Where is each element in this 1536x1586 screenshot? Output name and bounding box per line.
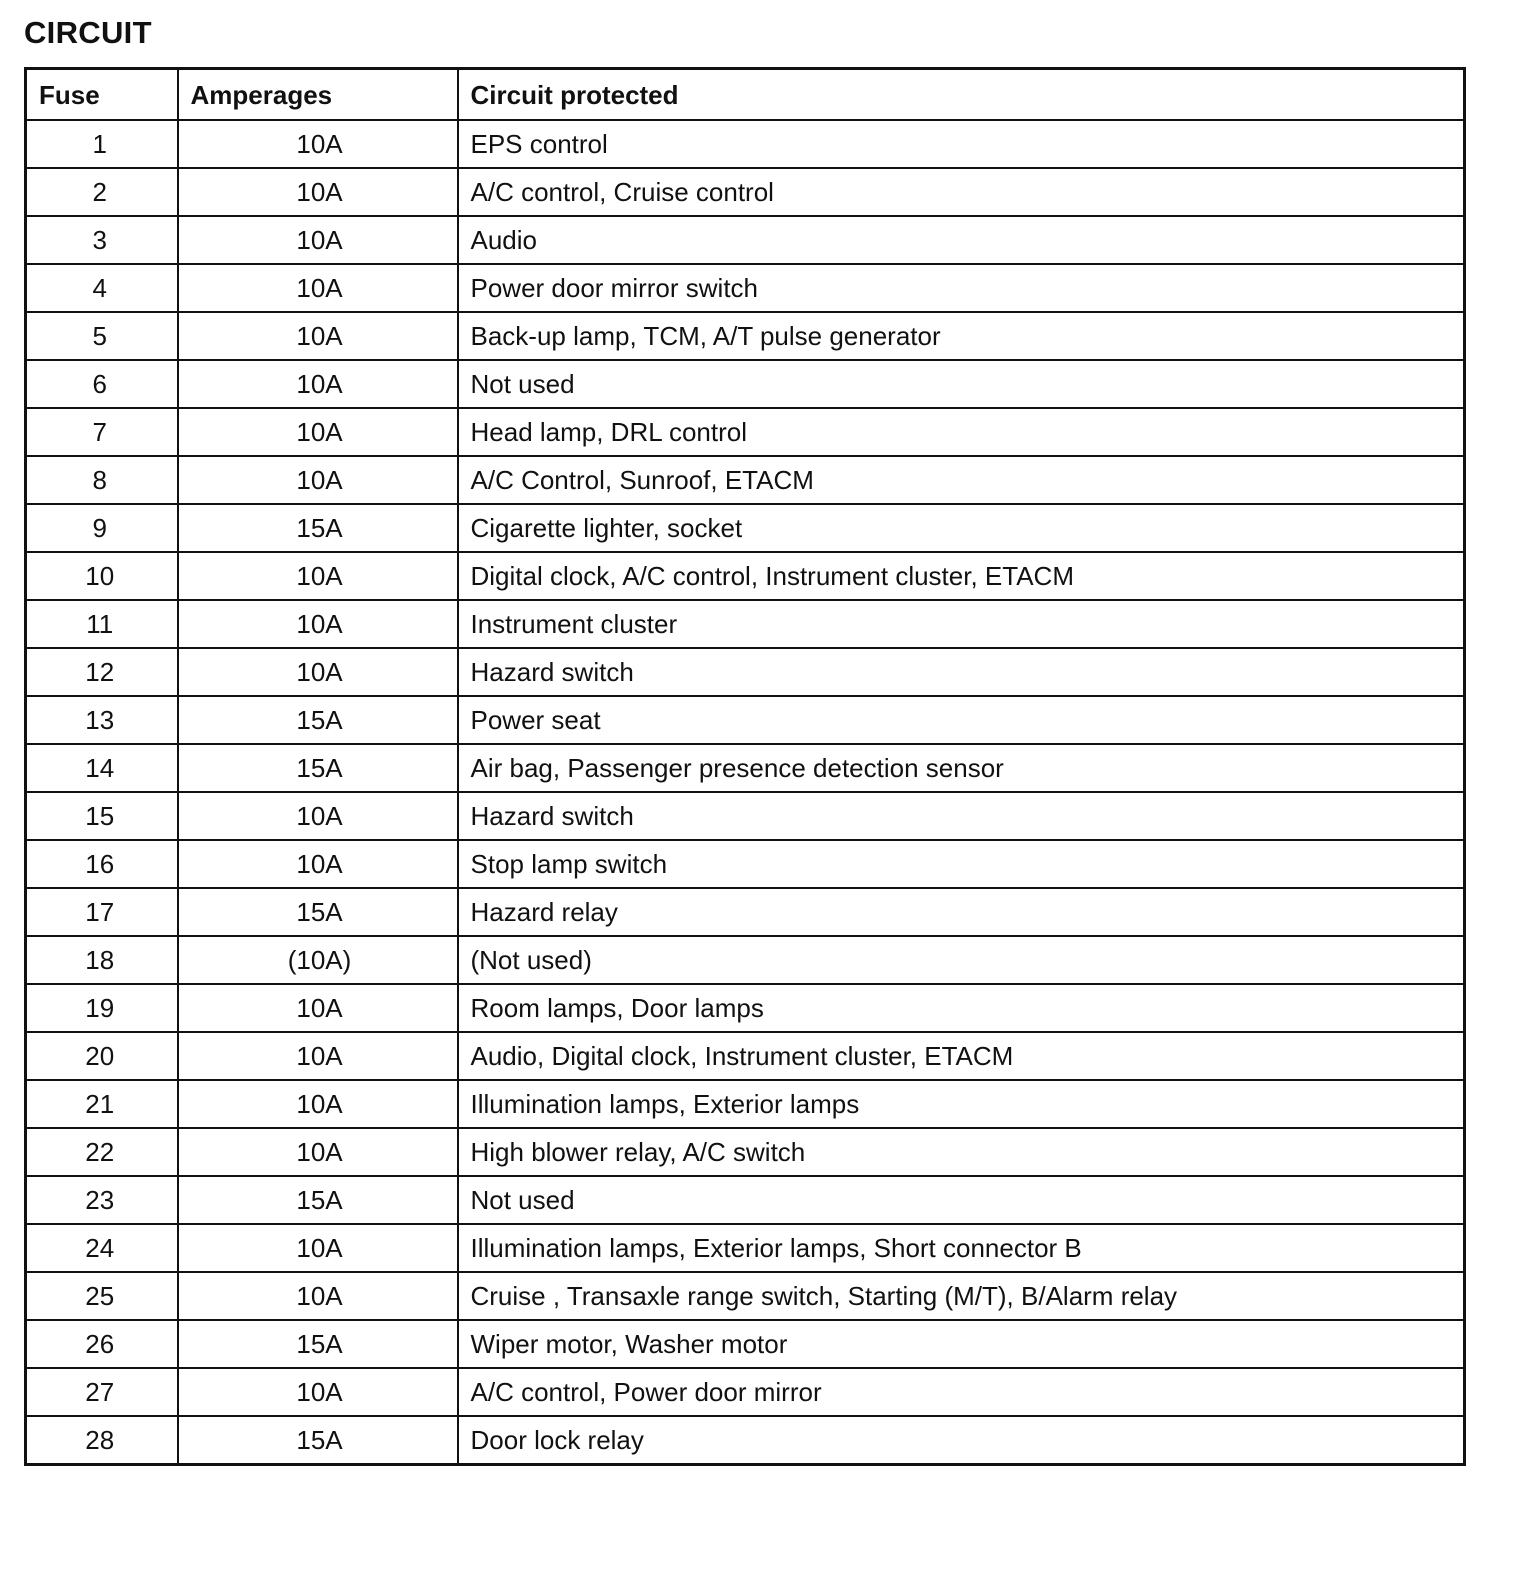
fuse-number-cell: 19	[26, 984, 178, 1032]
circuit-protected-cell: Audio, Digital clock, Instrument cluster, ETACM	[458, 1032, 1465, 1080]
fuse-number-cell: 5	[26, 312, 178, 360]
circuit-protected-cell: Not used	[458, 360, 1465, 408]
table-body	[26, 120, 1465, 1465]
circuit-protected-cell: High blower relay, A/C switch	[458, 1128, 1465, 1176]
table-row	[26, 792, 1465, 840]
circuit-protected-cell: Digital clock, A/C control, Instrument cluster, ETACM	[458, 552, 1465, 600]
table-row	[26, 744, 1465, 792]
circuit-protected-cell: Air bag, Passenger presence detection sensor	[458, 744, 1465, 792]
circuit-protected-cell: Power seat	[458, 696, 1465, 744]
circuit-protected-cell: Audio	[458, 216, 1465, 264]
circuit-protected-cell: EPS control	[458, 120, 1465, 168]
fuse-number-cell: 22	[26, 1128, 178, 1176]
table-row	[26, 696, 1465, 744]
amperage-cell: 10A	[178, 312, 458, 360]
table-header-row	[26, 69, 1465, 121]
circuit-protected-cell: Illumination lamps, Exterior lamps, Short connector B	[458, 1224, 1465, 1272]
table-row	[26, 936, 1465, 984]
fuse-number-cell: 21	[26, 1080, 178, 1128]
circuit-protected-cell: (Not used)	[458, 936, 1465, 984]
amperage-cell: 10A	[178, 1128, 458, 1176]
fuse-number-cell: 2	[26, 168, 178, 216]
circuit-protected-cell: A/C Control, Sunroof, ETACM	[458, 456, 1465, 504]
fuse-number-cell: 15	[26, 792, 178, 840]
table-row	[26, 120, 1465, 168]
table-row	[26, 1176, 1465, 1224]
amperage-cell: 10A	[178, 408, 458, 456]
fuse-number-cell: 28	[26, 1416, 178, 1465]
fuse-table	[24, 67, 1466, 1466]
table-row	[26, 1224, 1465, 1272]
circuit-protected-cell: Hazard relay	[458, 888, 1465, 936]
table-row	[26, 360, 1465, 408]
circuit-protected-cell: Illumination lamps, Exterior lamps	[458, 1080, 1465, 1128]
table-row	[26, 1320, 1465, 1368]
table-row	[26, 504, 1465, 552]
table-row	[26, 1272, 1465, 1320]
circuit-protected-cell: Instrument cluster	[458, 600, 1465, 648]
amperage-cell: 10A	[178, 984, 458, 1032]
circuit-protected-cell: Back-up lamp, TCM, A/T pulse generator	[458, 312, 1465, 360]
table-row	[26, 408, 1465, 456]
table-row	[26, 1032, 1465, 1080]
circuit-protected-cell: Stop lamp switch	[458, 840, 1465, 888]
fuse-number-cell: 11	[26, 600, 178, 648]
fuse-column-header: Fuse	[26, 69, 178, 121]
table-row	[26, 168, 1465, 216]
fuse-number-cell: 17	[26, 888, 178, 936]
amperage-cell: 10A	[178, 552, 458, 600]
table-row	[26, 1128, 1465, 1176]
fuse-number-cell: 23	[26, 1176, 178, 1224]
fuse-number-cell: 6	[26, 360, 178, 408]
amperage-cell: 10A	[178, 120, 458, 168]
table-row	[26, 312, 1465, 360]
fuse-number-cell: 10	[26, 552, 178, 600]
circuit-column-header: Circuit protected	[458, 69, 1465, 121]
table-row	[26, 216, 1465, 264]
table-row	[26, 600, 1465, 648]
amperage-cell: 10A	[178, 360, 458, 408]
fuse-number-cell: 13	[26, 696, 178, 744]
fuse-number-cell: 18	[26, 936, 178, 984]
fuse-number-cell: 16	[26, 840, 178, 888]
amperage-cell: 10A	[178, 600, 458, 648]
table-row	[26, 1416, 1465, 1465]
fuse-number-cell: 12	[26, 648, 178, 696]
amperage-cell: 15A	[178, 696, 458, 744]
amperages-column-header: Amperages	[178, 69, 458, 121]
amperage-cell: 15A	[178, 504, 458, 552]
circuit-protected-cell: A/C control, Power door mirror	[458, 1368, 1465, 1416]
page-title: CIRCUIT	[24, 15, 152, 50]
circuit-protected-cell: Hazard switch	[458, 648, 1465, 696]
amperage-cell: 10A	[178, 1272, 458, 1320]
amperage-cell: 10A	[178, 840, 458, 888]
circuit-protected-cell: Cruise , Transaxle range switch, Starting (M/T), B/Alarm relay	[458, 1272, 1465, 1320]
table-row	[26, 1368, 1465, 1416]
fuse-number-cell: 9	[26, 504, 178, 552]
amperage-cell: 15A	[178, 1176, 458, 1224]
fuse-number-cell: 25	[26, 1272, 178, 1320]
circuit-protected-cell: Not used	[458, 1176, 1465, 1224]
amperage-cell: 10A	[178, 648, 458, 696]
circuit-protected-cell: Wiper motor, Washer motor	[458, 1320, 1465, 1368]
amperage-cell: 15A	[178, 744, 458, 792]
fuse-number-cell: 3	[26, 216, 178, 264]
table-row	[26, 984, 1465, 1032]
circuit-protected-cell: Cigarette lighter, socket	[458, 504, 1465, 552]
table-row	[26, 264, 1465, 312]
amperage-cell: 10A	[178, 456, 458, 504]
circuit-protected-cell: Door lock relay	[458, 1416, 1465, 1465]
amperage-cell: 10A	[178, 792, 458, 840]
circuit-protected-cell: Power door mirror switch	[458, 264, 1465, 312]
fuse-number-cell: 8	[26, 456, 178, 504]
fuse-number-cell: 4	[26, 264, 178, 312]
amperage-cell: 10A	[178, 1080, 458, 1128]
table-row	[26, 888, 1465, 936]
amperage-cell: (10A)	[178, 936, 458, 984]
amperage-cell: 15A	[178, 888, 458, 936]
fuse-number-cell: 7	[26, 408, 178, 456]
amperage-cell: 10A	[178, 1368, 458, 1416]
fuse-number-cell: 20	[26, 1032, 178, 1080]
amperage-cell: 15A	[178, 1320, 458, 1368]
table-row	[26, 1080, 1465, 1128]
table-row	[26, 648, 1465, 696]
amperage-cell: 15A	[178, 1416, 458, 1465]
fuse-number-cell: 27	[26, 1368, 178, 1416]
table-row	[26, 840, 1465, 888]
fuse-number-cell: 24	[26, 1224, 178, 1272]
circuit-protected-cell: Hazard switch	[458, 792, 1465, 840]
table-row	[26, 456, 1465, 504]
amperage-cell: 10A	[178, 264, 458, 312]
table-row	[26, 552, 1465, 600]
circuit-protected-cell: A/C control, Cruise control	[458, 168, 1465, 216]
circuit-protected-cell: Head lamp, DRL control	[458, 408, 1465, 456]
amperage-cell: 10A	[178, 1032, 458, 1080]
fuse-number-cell: 26	[26, 1320, 178, 1368]
fuse-number-cell: 1	[26, 120, 178, 168]
fuse-number-cell: 14	[26, 744, 178, 792]
amperage-cell: 10A	[178, 168, 458, 216]
circuit-protected-cell: Room lamps, Door lamps	[458, 984, 1465, 1032]
amperage-cell: 10A	[178, 1224, 458, 1272]
amperage-cell: 10A	[178, 216, 458, 264]
